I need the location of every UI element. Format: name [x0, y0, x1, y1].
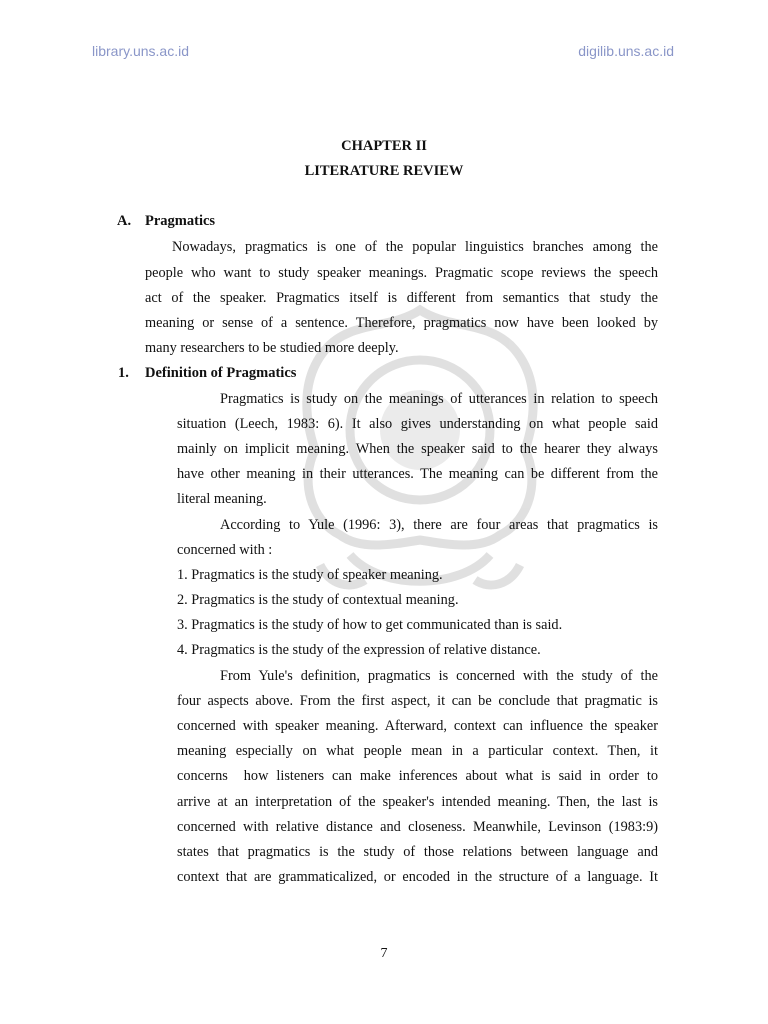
paragraph-line: states that pragmatics is the study of those relations between language and [177, 844, 658, 860]
list-item: 1. Pragmatics is the study of speaker meaning. [177, 567, 443, 583]
paragraph-line: context that are grammaticalized, or encoded in the structure of a language. It [177, 869, 658, 885]
paragraph-line: concerned with : [177, 542, 273, 558]
section-1-heading [118, 365, 296, 382]
list-item: 4. Pragmatics is the study of the expression of relative distance. [177, 642, 541, 658]
section-a-line: Nowadays, pragmatics is one of the popular linguistics branches among the [172, 239, 658, 255]
paragraph-line: According to Yule (1996: 3), there are four areas that pragmatics is [220, 517, 658, 533]
header-left-url[interactable]: library.uns.ac.id [92, 43, 190, 59]
paragraph-line: concerns how listeners can make inferences about what is said in order to [177, 768, 658, 784]
section-a-marker: A. [117, 213, 132, 229]
paragraph-line: concerned with speaker meaning. Afterward, context can influence the speaker [177, 718, 658, 734]
section-a-line: act of the speaker. Pragmatics itself is different from semantics that study the [145, 290, 658, 306]
paragraph-line: Pragmatics is study on the meanings of utterances in relation to speech [220, 391, 658, 407]
section-a-line: many researchers to be studied more deeply. [145, 340, 399, 356]
section-1-marker: 1. [118, 365, 129, 381]
section-a-title: Pragmatics [145, 213, 216, 229]
chapter-number: CHAPTER II [341, 138, 427, 154]
chapter-title: LITERATURE REVIEW [304, 163, 464, 179]
paragraph-line: four aspects above. From the first aspect, it can be conclude that pragmatic is [177, 693, 658, 709]
section-a-line: people who want to study speaker meanings. Pragmatic scope reviews the speech [145, 265, 658, 281]
page-number: 7 [380, 946, 388, 961]
section-a-heading [117, 213, 215, 230]
list-item: 2. Pragmatics is the study of contextual meaning. [177, 592, 459, 608]
paragraph-line: literal meaning. [177, 491, 267, 507]
paragraph-line: From Yule's definition, pragmatics is concerned with the study of the [220, 668, 658, 684]
paragraph-line: mainly on implicit meaning. When the speaker said to the hearer they always [177, 441, 658, 457]
list-item: 3. Pragmatics is the study of how to get communicated than is said. [177, 617, 563, 633]
header-right-url[interactable]: digilib.uns.ac.id [578, 43, 674, 59]
paragraph-line: meaning especially on what people mean in a particular context. Then, it [177, 743, 658, 759]
paragraph-line: arrive at an interpretation of the speaker's intended meaning. Then, the last is [177, 794, 658, 810]
paragraph-line: situation (Leech, 1983: 6). It also gives understanding on what people said [177, 416, 658, 432]
paragraph-line: concerned with relative distance and closeness. Meanwhile, Levinson (1983:9) [177, 819, 658, 835]
section-1-title: Definition of Pragmatics [145, 365, 297, 381]
paragraph-line: have other meaning in their utterances. The meaning can be different from the [177, 466, 658, 482]
section-a-line: meaning or sense of a sentence. Therefore, pragmatics now have been looked by [145, 315, 658, 331]
